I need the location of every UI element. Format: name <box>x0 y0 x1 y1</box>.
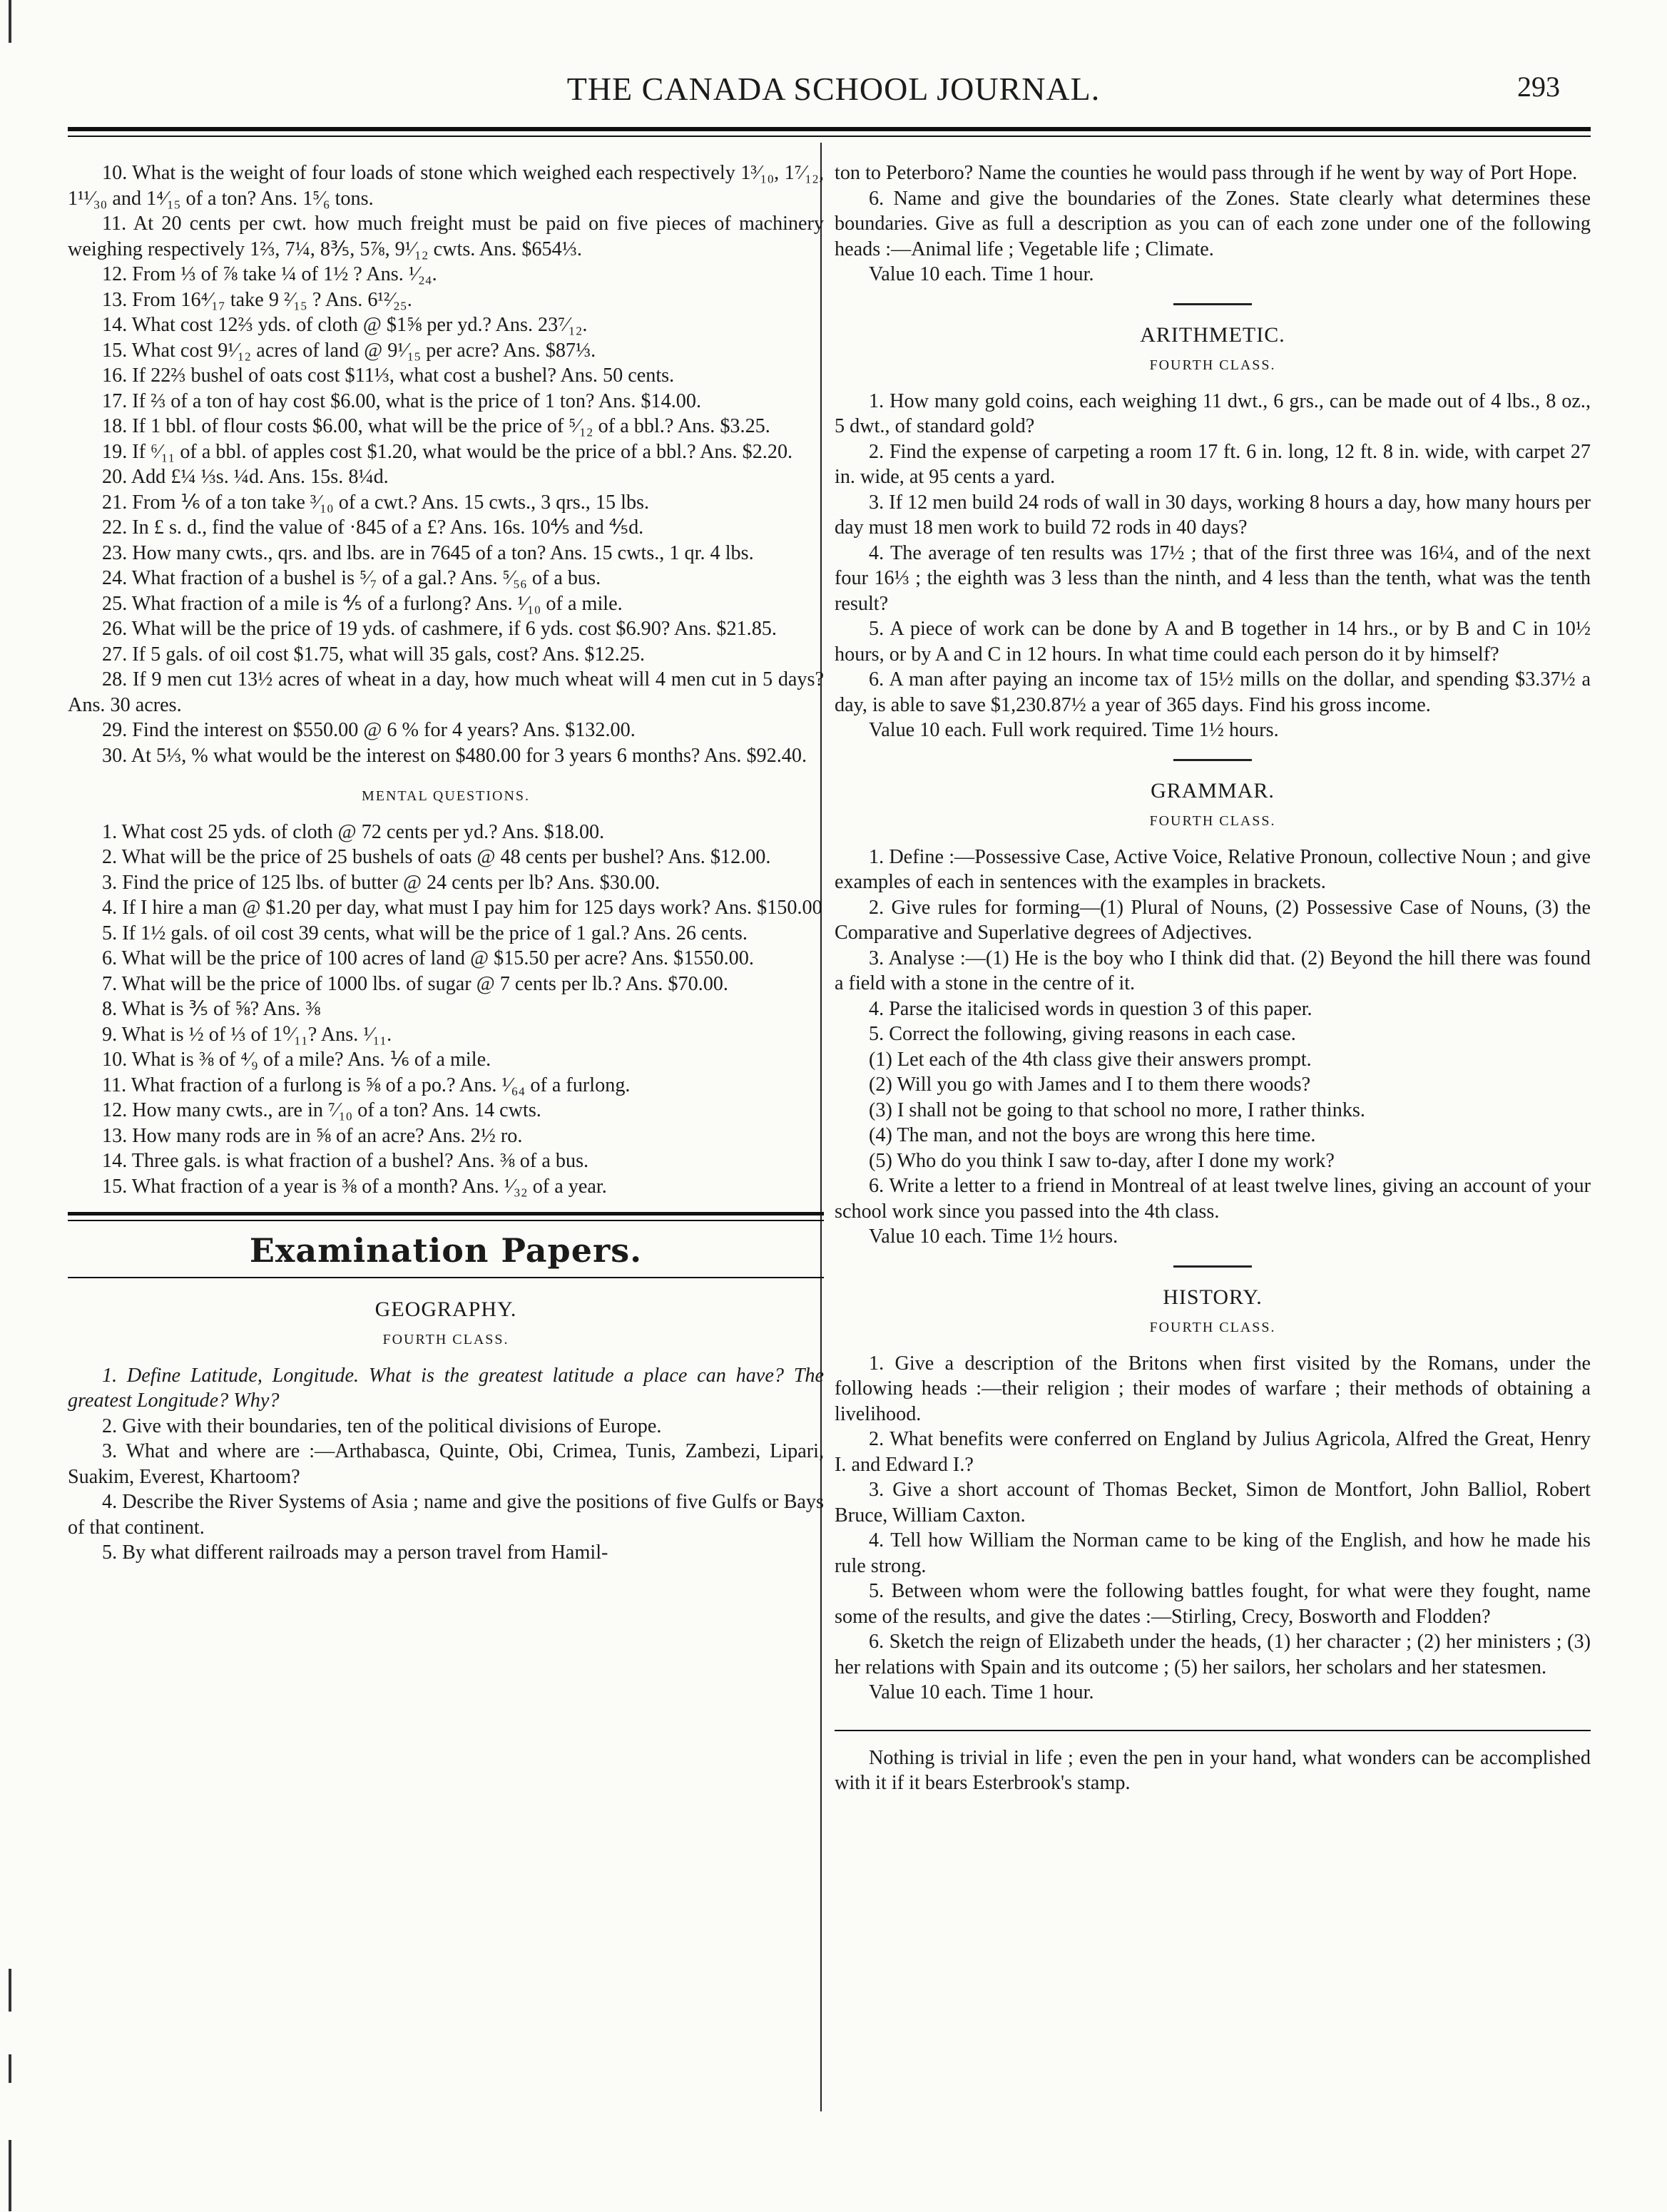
question: 2. Give with their boundaries, ten of the political divisions of Europe. <box>102 1415 662 1437</box>
question: 14. Three gals. is what fraction of a bushel? Ans. ⅜ of a bus. <box>102 1150 589 1172</box>
page-number: 293 <box>1517 71 1560 103</box>
question: 26. What will be the price of 19 yds. of cashmere, if 6 yds. cost $6.90? Ans. $21.85. <box>102 618 777 640</box>
question: 15. What fraction of a year is ⅜ of a month? Ans. ¹⁄₃₂ of a year. <box>102 1175 607 1198</box>
question: 12. From ⅓ of ⅞ take ¼ of 1½ ? Ans. ¹⁄₂₄. <box>102 263 437 285</box>
question: 10. What is the weight of four loads of stone which weighed each respectively 1³⁄₁₀, 1⁷⁄₁₂, 1¹¹⁄₃₀ and 1⁴⁄₁₅ of a ton? Ans. 1⁵⁄₆ tons. <box>68 162 824 210</box>
question: 4. Describe the River Systems of Asia ; name and give the positions of five Gulfs or Bays of that continent. <box>68 1491 824 1539</box>
mental-questions-list <box>68 820 824 1200</box>
geography-class: FOURTH CLASS. <box>382 1332 509 1347</box>
short-divider <box>1173 759 1252 761</box>
mental-questions-heading: MENTAL QUESTIONS. <box>361 788 531 804</box>
question: 1. Define :—Possessive Case, Active Voice, Relative Pronoun, collective Noun ; and give examples of each in sentences with the examples in brackets. <box>835 845 1591 893</box>
header-rule-thick <box>68 127 1591 131</box>
question: 4. Tell how William the Norman came to be king of the English, and how he made his rule strong. <box>835 1529 1591 1577</box>
question: 1. What cost 25 yds. of cloth @ 72 cents per yd.? Ans. $18.00. <box>102 820 605 843</box>
question: 6. Sketch the reign of Elizabeth under the heads, (1) her character ; (2) her ministers ; (3) her relations with Spain and its outcome ; (5) her sailors, her scholars and her statesmen. <box>835 1631 1591 1678</box>
question: 9. What is ½ of ⅓ of 1⁰⁄₁₁? Ans. ¹⁄₁₁. <box>102 1023 392 1046</box>
value-time-note: Value 10 each. Time 1 hour. <box>869 1681 1094 1703</box>
question: 29. Find the interest on $550.00 @ 6 % for 4 years? Ans. $132.00. <box>102 719 636 741</box>
arithmetic-heading: ARITHMETIC. <box>1140 322 1285 347</box>
right-column <box>835 160 1591 1796</box>
question: 1. Define Latitude, Longitude. What is the greatest latitude a place can have? The greatest Longitude? Why? <box>68 1364 824 1412</box>
edge-mark <box>9 1969 11 2012</box>
question: 5. Between whom were the following battles fought, for what were they fought, name some of the results, and give the dates :—Stirling, Crecy, Bosworth and Flodden? <box>835 1580 1591 1628</box>
question: 4. Parse the italicised words in question 3 of this paper. <box>869 997 1312 1020</box>
question: 17. If ⅔ of a ton of hay cost $6.00, what is the price of 1 ton? Ans. $14.00. <box>102 389 701 412</box>
question: 1. How many gold coins, each weighing 11 dwt., 6 grs., can be made out of 4 lbs., 8 oz., 5 dwt., of standard gold? <box>835 389 1591 437</box>
question: 19. If ⁶⁄₁₁ of a bbl. of apples cost $1.20, what would be the price of a bbl.? Ans. $2.20. <box>102 440 793 463</box>
history-class: FOURTH CLASS. <box>1149 1320 1276 1335</box>
question: 12. How many cwts., are in ⁷⁄₁₀ of a ton? Ans. 14 cwts. <box>102 1099 541 1121</box>
question: 3. Analyse :—(1) He is the boy who I think did that. (2) Beyond the hill there was found a field with a stone in the centre of it. <box>835 947 1591 994</box>
question: 4. If I hire a man @ $1.20 per day, what must I pay him for 125 days work? Ans. $150.00 <box>102 897 822 919</box>
question: 27. If 5 gals. of oil cost $1.75, what will 35 gals, cost? Ans. $12.25. <box>102 643 645 666</box>
section-divider <box>68 1277 824 1278</box>
question: 6. Write a letter to a friend in Montreal of at least twelve lines, giving an account of your school work since you passed into the 4th class. <box>835 1175 1591 1223</box>
question: 5. A piece of work can be done by A and B together in 14 hrs., or by B and C in 10½ hours, or by A and C in 12 hours. In what time could each person do it by himself? <box>835 618 1591 666</box>
short-divider <box>1173 303 1252 305</box>
question: 16. If 22⅔ bushel of oats cost $11⅓, what cost a bushel? Ans. 50 cents. <box>102 365 675 387</box>
question: 3. What and where are :—Arthabasca, Quinte, Obi, Crimea, Tunis, Zambezi, Lipari, Suakim, Everest, Khartoom? <box>68 1440 824 1488</box>
geography-questions-list <box>68 1363 824 1566</box>
question: 6. Name and give the boundaries of the Zones. State clearly what determines these boundaries. Give as full a description as you can of each zone under one of the following heads :—Animal life ; Vegetable life ; Climate. <box>835 187 1591 260</box>
question: 11. What fraction of a furlong is ⅝ of a po.? Ans. ¹⁄₆₄ of a furlong. <box>102 1074 631 1096</box>
question: 21. From ⅙ of a ton take ³⁄₁₀ of a cwt.? Ans. 15 cwts., 3 qrs., 15 lbs. <box>102 491 650 514</box>
arithmetic-questions-list <box>835 389 1591 743</box>
question: 2. What benefits were conferred on England by Julius Agricola, Alfred the Great, Henry I. and Edward I.? <box>835 1428 1591 1476</box>
question: 20. Add £¼ ⅓s. ¼d. Ans. 15s. 8¼d. <box>102 466 389 488</box>
question: 3. Give a short account of Thomas Becket, Simon de Montfort, John Balliol, Robert Bruce, William Caxton. <box>835 1479 1591 1527</box>
question: 11. At 20 cents per cwt. how much freight must be paid on five pieces of machinery weighing respectively 1⅔, 7¼, 8⅗, 5⅞, 9¹⁄₁₂ cwts. Ans. $654⅓. <box>68 213 824 260</box>
sub-question: (3) I shall not be going to that school no more, I rather thinks. <box>869 1099 1365 1121</box>
question: 15. What cost 9¹⁄₁₂ acres of land @ 9¹⁄₁₅ per acre? Ans. $87⅓. <box>102 339 596 362</box>
question: 8. What is ⅗ of ⅝? Ans. ⅜ <box>102 998 321 1020</box>
closing-advertisement: Nothing is trivial in life ; even the pen in your hand, what wonders can be accomplished with it if it bears Esterbrook's stamp. <box>835 1746 1591 1794</box>
examination-papers-title: Examination Papers. <box>249 1231 643 1270</box>
geography-continued <box>835 160 1591 287</box>
section-divider <box>835 1730 1591 1731</box>
question: 6. A man after paying an income tax of 15½ mills on the dollar, and spending $3.37½ a day, is able to save $1,230.87½ a year of 365 days. Find his gross income. <box>835 668 1591 716</box>
sub-question: (4) The man, and not the boys are wrong this here time. <box>869 1124 1316 1146</box>
arithmetic-class: FOURTH CLASS. <box>1149 357 1276 373</box>
question: 7. What will be the price of 1000 lbs. of sugar @ 7 cents per lb.? Ans. $70.00. <box>102 972 728 995</box>
question: 4. The average of ten results was 17½ ; that of the first three was 16¼, and of the next four 16⅓ ; the eighth was 3 less than the ninth, and 4 less than the tenth, what was the tenth result? <box>835 541 1591 615</box>
section-divider-double <box>68 1212 824 1221</box>
question: 30. At 5⅓, % what would be the interest on $480.00 for 3 years 6 months? Ans. $92.40. <box>102 744 807 767</box>
grammar-class: FOURTH CLASS. <box>1149 813 1276 829</box>
page-edge-marks <box>9 0 30 2212</box>
question: 2. Give rules for forming—(1) Plural of Nouns, (2) Possessive Case of Nouns, (3) the Comparative and Superlative degrees of Adjectives. <box>835 896 1591 944</box>
question: 2. What will be the price of 25 bushels of oats @ 48 cents per bushel? Ans. $12.00. <box>102 846 771 868</box>
sub-question: (5) Who do you think I saw to-day, after I done my work? <box>869 1149 1335 1172</box>
question: 22. In £ s. d., find the value of ·845 of a £? Ans. 16s. 10⅘ and ⅘d. <box>102 516 644 539</box>
question: 1. Give a description of the Britons when first visited by the Romans, under the following heads :—their religion ; their modes of warfare ; their methods of obtaining a livelihood. <box>835 1352 1591 1425</box>
question: 13. How many rods are in ⅝ of an acre? Ans. 2½ ro. <box>102 1124 523 1147</box>
question: 5. Correct the following, giving reasons in each case. <box>869 1023 1296 1045</box>
arithmetic-answers-list <box>68 160 824 768</box>
question: 10. What is ⅜ of ⁴⁄₉ of a mile? Ans. ⅙ of a mile. <box>102 1049 491 1071</box>
question: 14. What cost 12⅔ yds. of cloth @ $1⅝ per yd.? Ans. 23⁷⁄₁₂. <box>102 314 588 336</box>
edge-mark <box>9 2054 11 2083</box>
question: 18. If 1 bbl. of flour costs $6.00, what will be the price of ⁵⁄₁₂ of a bbl.? Ans. $3.25. <box>102 415 770 437</box>
sub-question: (1) Let each of the 4th class give their answers prompt. <box>869 1048 1312 1071</box>
history-heading: HISTORY. <box>1163 1285 1263 1309</box>
value-time-note: Value 10 each. Full work required. Time 1½ hours. <box>869 719 1279 741</box>
geography-heading: GEOGRAPHY. <box>374 1297 517 1321</box>
question: 5. By what different railroads may a person travel from Hamil- <box>102 1541 608 1564</box>
short-divider <box>1173 1265 1252 1268</box>
question: 6. What will be the price of 100 acres of land @ $15.50 per acre? Ans. $1550.00. <box>102 947 754 969</box>
value-time-note: Value 10 each. Time 1 hour. <box>869 263 1094 285</box>
question: 23. How many cwts., qrs. and lbs. are in 7645 of a ton? Ans. 15 cwts., 1 qr. 4 lbs. <box>102 541 754 564</box>
question-continued: ton to Peterboro? Name the counties he would pass through if he went by way of Port Hope. <box>835 162 1578 184</box>
grammar-heading: GRAMMAR. <box>1151 778 1275 802</box>
question: 24. What fraction of a bushel is ⁵⁄₇ of a gal.? Ans. ⁵⁄₅₆ of a bus. <box>102 567 601 589</box>
header-rule-thin <box>68 136 1591 137</box>
sub-question: (2) Will you go with James and I to them there woods? <box>869 1074 1311 1096</box>
question: 3. If 12 men build 24 rods of wall in 30 days, working 8 hours a day, how many hours per day must 18 men work to build 72 rods in 40 days? <box>835 491 1591 539</box>
grammar-questions-list <box>835 845 1591 1250</box>
question: 2. Find the expense of carpeting a room 17 ft. 6 in. long, 12 ft. 8 in. wide, with carpet 27 in. wide, at 95 cents a yard. <box>835 440 1591 488</box>
edge-mark <box>9 2140 11 2211</box>
value-time-note: Value 10 each. Time 1½ hours. <box>869 1225 1118 1248</box>
question: 25. What fraction of a mile is ⅘ of a furlong? Ans. ¹⁄₁₀ of a mile. <box>102 592 623 615</box>
question: 28. If 9 men cut 13½ acres of wheat in a day, how much wheat will 4 men cut in 5 days? Ans. 30 acres. <box>68 668 824 716</box>
page-header <box>0 0 1667 136</box>
question: 3. Find the price of 125 lbs. of butter @ 24 cents per lb? Ans. $30.00. <box>102 871 661 894</box>
question: 13. From 16⁴⁄₁₇ take 9 ²⁄₁₅ ? Ans. 6¹²⁄₂₅. <box>102 288 412 311</box>
left-column <box>68 160 824 1566</box>
question: 5. If 1½ gals. of oil cost 39 cents, what will be the price of 1 gal.? Ans. 26 cents. <box>102 922 748 944</box>
history-questions-list <box>835 1351 1591 1706</box>
journal-title: THE CANADA SCHOOL JOURNAL. <box>566 71 1101 107</box>
